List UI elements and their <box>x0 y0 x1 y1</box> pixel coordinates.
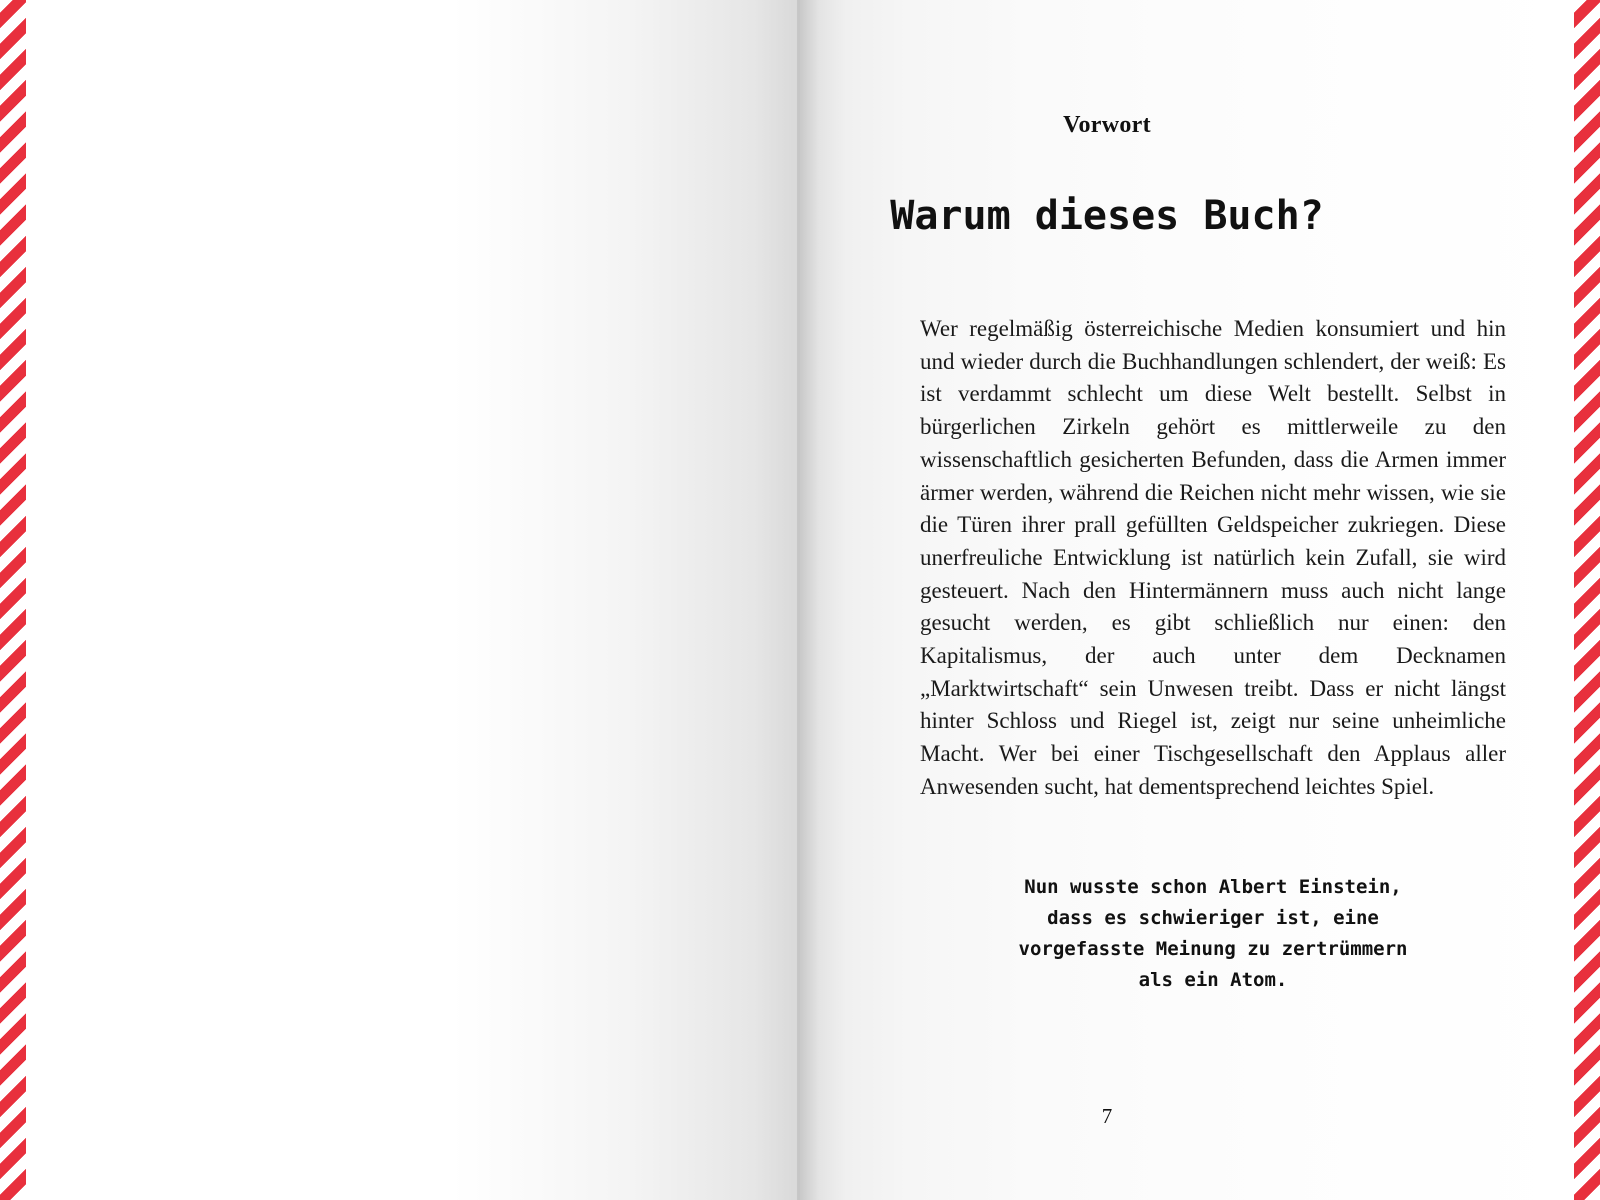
left-page-blank <box>26 0 800 1200</box>
quote-line: als ein Atom. <box>1138 969 1288 991</box>
book-gutter <box>797 0 800 1200</box>
quote-line: dass es schwieriger ist, eine <box>1047 907 1379 929</box>
page-number: 7 <box>1101 1104 1113 1128</box>
left-striped-edge <box>0 0 26 1200</box>
quote-line: Nun wusste schon Albert Einstein, <box>1024 876 1402 898</box>
body-paragraph: Wer regelmäßig österreichische Medien konsumiert und hin und wieder durch die Buchhandlungen schlendert, der weiß: Es ist verdammt schlecht um diese Welt bestellt. Selbst in bürgerlichen Zirkeln gehört es mittlerweile zu den wissenschaftlich gesicherten Befunden, dass die Armen immer ärmer werden, während die Reichen nicht mehr wissen, wie sie die Türen ihrer prall gefüllten Geldspeicher zukriegen. Diese unerfreuliche Entwicklung ist natürlich kein Zufall, sie wird gesteuert. Nach den Hintermännern muss auch nicht lange gesucht werden, es gibt schließlich nur einen: den Kapitalismus, der auch unter dem Decknamen „Marktwirtschaft“ sein Unwesen treibt. Dass er nicht längst hinter Schloss und Riegel ist, zeigt nur seine unheimliche Macht. Wer bei einer Tischgesellschaft den Applaus aller Anwesenden sucht, hat dementsprechend leichtes Spiel. <box>920 316 1506 799</box>
section-label: Vorwort <box>1063 112 1151 138</box>
pull-quote <box>960 872 1466 996</box>
quote-line: vorgefasste Meinung zu zertrümmern <box>1018 938 1408 960</box>
right-striped-edge <box>1574 0 1600 1200</box>
page-title: Warum dieses Buch? <box>890 193 1324 239</box>
